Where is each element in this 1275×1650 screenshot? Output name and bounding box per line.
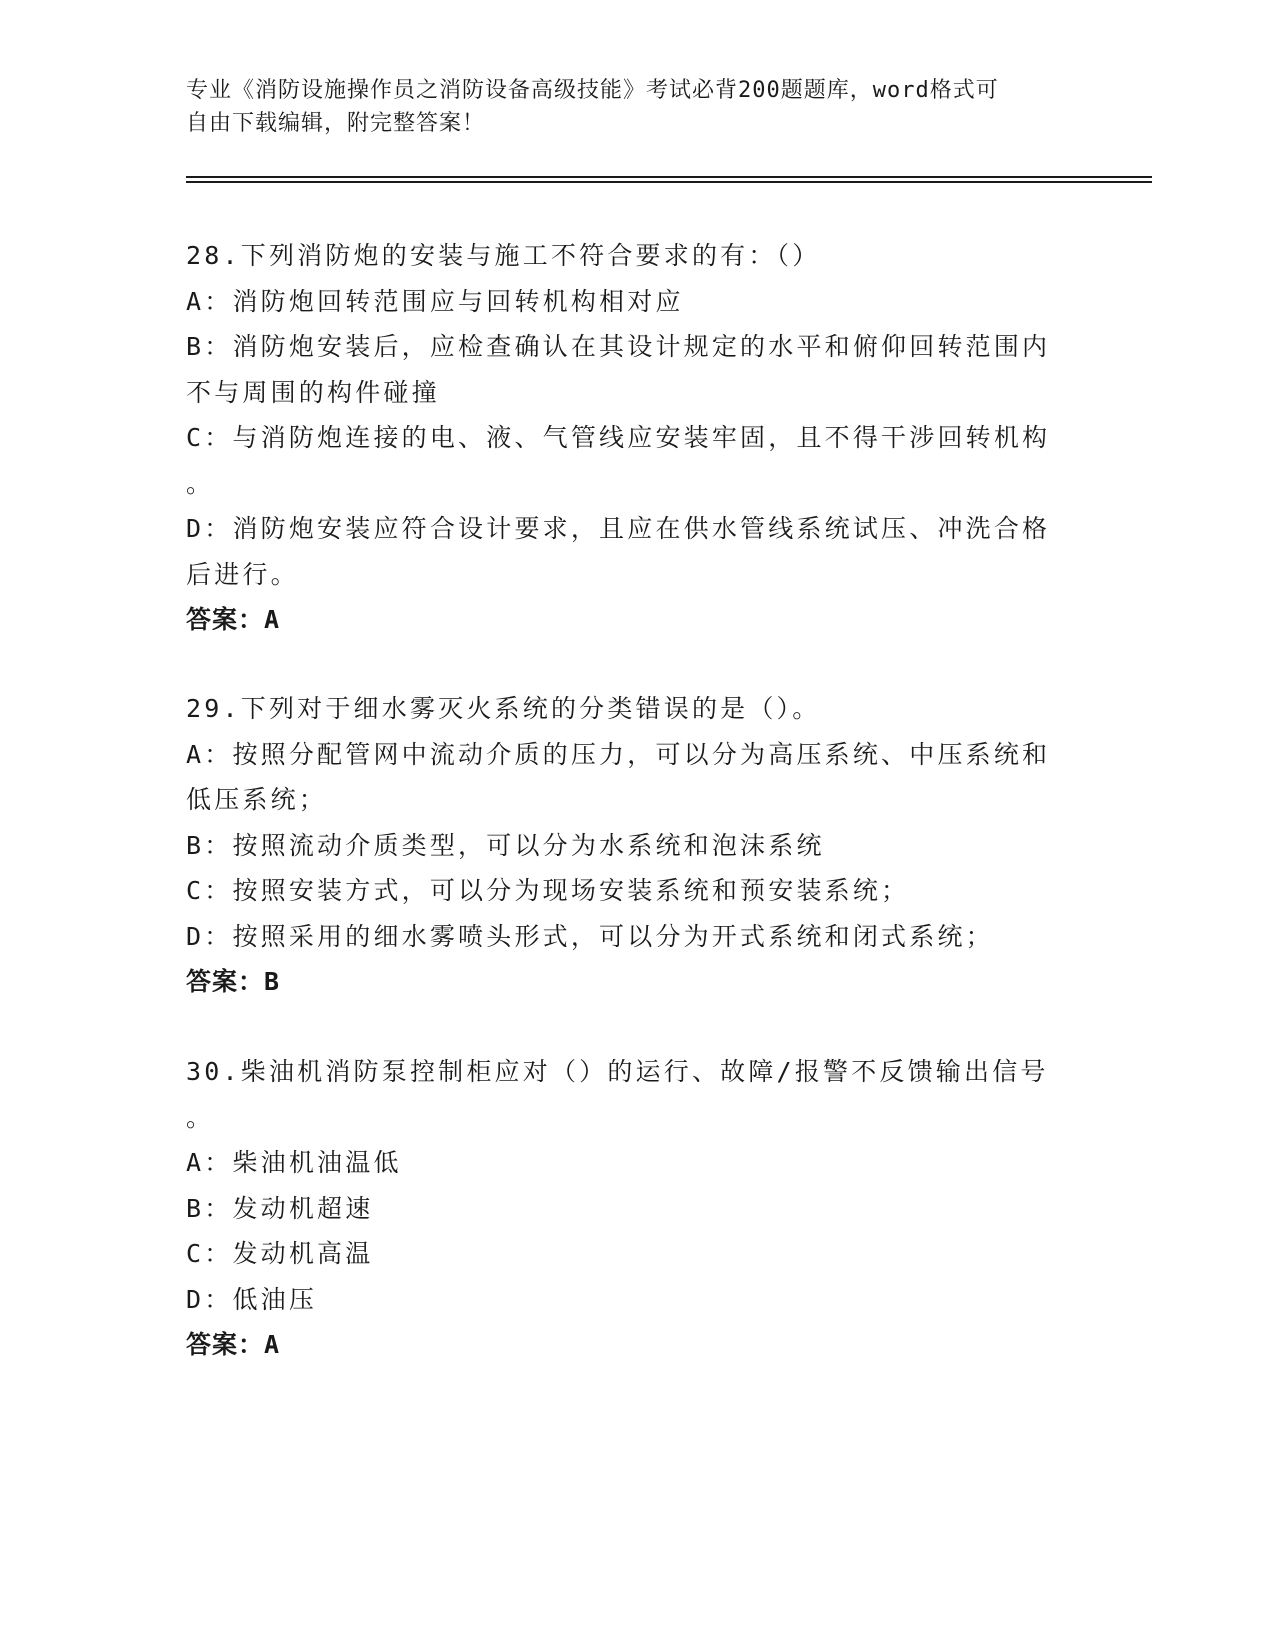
question-30 [186,1049,1086,1368]
header-rule-top [186,176,1152,178]
question-stem: 29.下列对于细水雾灭火系统的分类错误的是（）。 [186,694,821,723]
question-28 [186,233,1086,643]
option-d: D：低油压 [186,1284,318,1314]
answer: 答案：A [186,1330,281,1359]
option-c: C：与消防炮连接的电、液、气管线应安装牢固，且不得干涉回转机构 [186,423,1051,452]
option-b: B：发动机超速 [186,1193,374,1223]
question-stem: 28.下列消防炮的安装与施工不符合要求的有：（） [186,241,821,270]
option-c-continued: 。 [186,468,215,498]
answer: 答案：A [186,605,281,634]
option-d-continued: 后进行。 [186,559,299,589]
option-b: B：按照流动介质类型，可以分为水系统和泡沫系统 [186,830,825,860]
option-a-continued: 低压系统； [186,785,328,814]
header-rule-bottom [186,181,1152,183]
option-a: A：消防炮回转范围应与回转机构相对应 [186,286,684,316]
question-stem-continued: 。 [186,1102,215,1132]
option-b: B：消防炮安装后，应检查确认在其设计规定的水平和俯仰回转范围内 [186,332,1051,361]
option-d: D：消防炮安装应符合设计要求，且应在供水管线系统试压、冲洗合格 [186,514,1051,543]
header-line-1: 专业《消防设施操作员之消防设备高级技能》考试必背200题题库，word格式可 [186,78,999,103]
question-29 [186,686,1086,1005]
header-text [186,74,1066,140]
option-c: C：按照安装方式，可以分为现场安装系统和预安装系统； [186,876,910,905]
question-stem: 30.柴油机消防泵控制柜应对（）的运行、故障/报警不反馈输出信号 [186,1057,1049,1086]
option-b-continued: 不与周围的构件碰撞 [186,377,440,407]
answer: 答案：B [186,967,281,996]
option-c: C：发动机高温 [186,1239,374,1268]
option-d: D：按照采用的细水雾喷头形式，可以分为开式系统和闭式系统； [186,921,994,951]
option-a: A：柴油机油温低 [186,1148,402,1177]
option-a: A：按照分配管网中流动介质的压力，可以分为高压系统、中压系统和 [186,739,1051,769]
header-line-2: 自由下载编辑，附完整答案！ [186,111,486,136]
